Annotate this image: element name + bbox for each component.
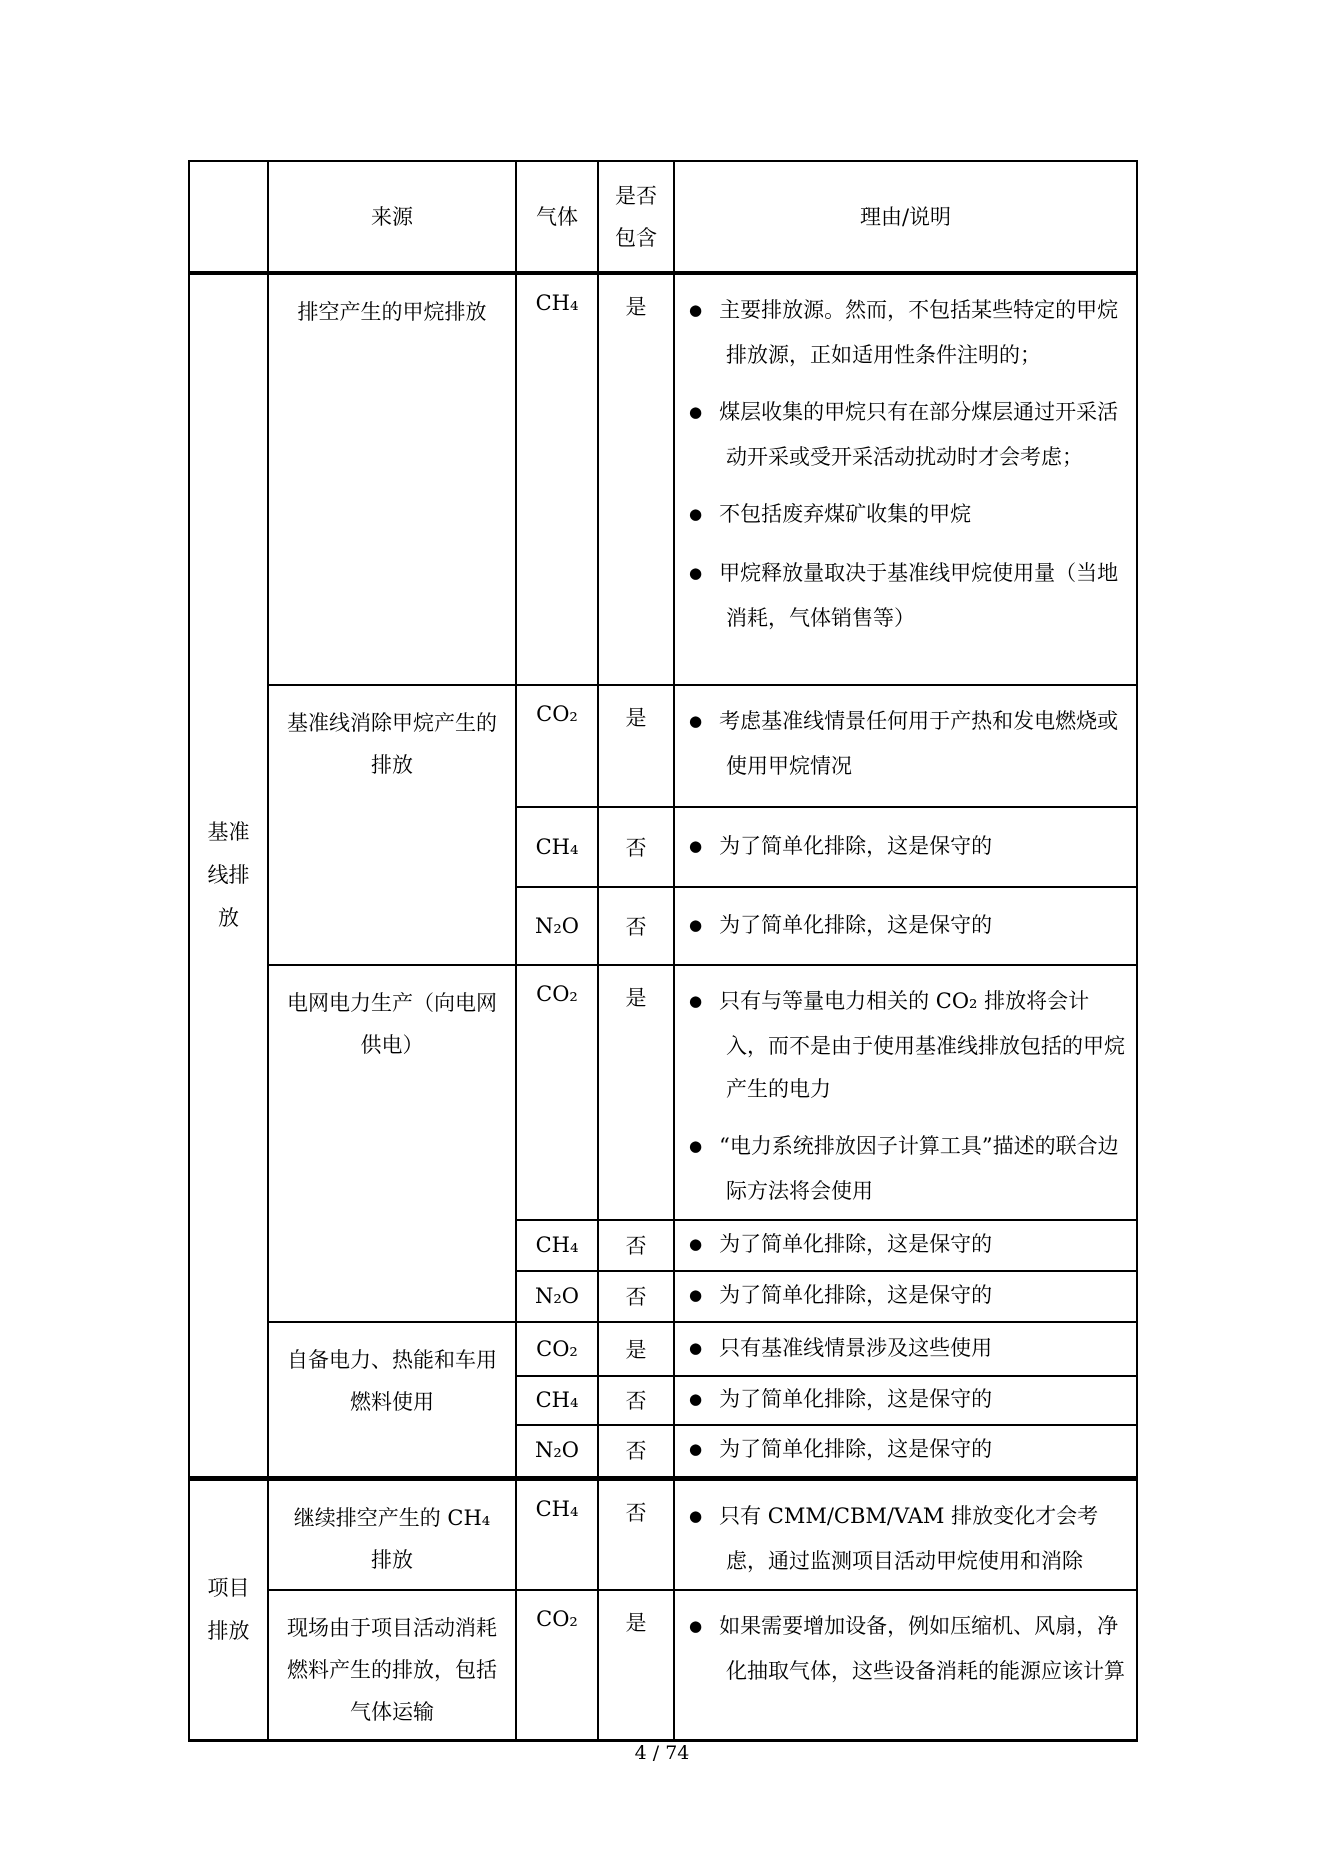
emissions-table (188, 160, 1138, 1742)
reason-cell (674, 1478, 1137, 1590)
reason-item: ● 如果需要增加设备，例如压缩机、风扇，净化抽取气体，这些设备消耗的能源应该计算 (689, 1605, 1126, 1693)
source-cell: 基准线消除甲烷产生的排放 (268, 685, 516, 965)
table-row (189, 1590, 1137, 1741)
reason-item: ● 为了简单化排除，这是保守的 (689, 1274, 1126, 1319)
gas-cell: CH₄ (516, 1220, 598, 1271)
reason-cell (674, 685, 1137, 807)
reason-item: ● 为了简单化排除，这是保守的 (689, 825, 1126, 870)
reason-cell (674, 807, 1137, 887)
included-cell: 否 (598, 1220, 674, 1271)
source-cell: 自备电力、热能和车用燃料使用 (268, 1322, 516, 1478)
reason-cell (674, 1220, 1137, 1271)
reason-item: ● 煤层收集的甲烷只有在部分煤层通过开采活动开采或受开采活动扰动时才会考虑； (689, 391, 1126, 479)
header-included: 是否包含 (598, 161, 674, 273)
gas-cell: CO₂ (516, 1322, 598, 1376)
included-cell: 否 (598, 1425, 674, 1478)
reason-cell (674, 965, 1137, 1220)
table-header-row (189, 161, 1137, 273)
reason-item: ● 主要排放源。然而，不包括某些特定的甲烷排放源，正如适用性条件注明的； (689, 289, 1126, 377)
reason-item: ● 只有 CMM/CBM/VAM 排放变化才会考虑，通过监测项目活动甲烷使用和消除 (689, 1495, 1126, 1583)
source-cell: 电网电力生产（向电网供电） (268, 965, 516, 1322)
gas-cell: N₂O (516, 887, 598, 965)
included-cell: 否 (598, 1376, 674, 1425)
reason-cell (674, 1322, 1137, 1376)
table-row (189, 685, 1137, 807)
source-cell: 现场由于项目活动消耗燃料产生的排放，包括气体运输 (268, 1590, 516, 1741)
included-cell: 否 (598, 887, 674, 965)
reason-cell (674, 1376, 1137, 1425)
header-reason: 理由/说明 (674, 161, 1137, 273)
gas-cell: CH₄ (516, 807, 598, 887)
reason-item: ● 为了简单化排除，这是保守的 (689, 904, 1126, 949)
reason-item: ● 只有基准线情景涉及这些使用 (689, 1327, 1126, 1372)
header-category-cell (189, 161, 268, 273)
reason-cell (674, 1271, 1137, 1322)
reason-cell (674, 273, 1137, 685)
table-row (189, 1478, 1137, 1590)
header-gas: 气体 (516, 161, 598, 273)
source-cell: 继续排空产生的 CH₄ 排放 (268, 1478, 516, 1590)
reason-item: ● 为了简单化排除，这是保守的 (689, 1428, 1126, 1473)
table-row (189, 273, 1137, 685)
category-cell-project: 项目排放 (189, 1478, 268, 1740)
table-row (189, 965, 1137, 1220)
table-row (189, 1322, 1137, 1376)
reason-item: ● 不包括废弃煤矿收集的甲烷 (689, 493, 1126, 538)
gas-cell: CH₄ (516, 1478, 598, 1590)
included-cell: 是 (598, 685, 674, 807)
included-cell: 否 (598, 807, 674, 887)
reason-item: ● 为了简单化排除，这是保守的 (689, 1378, 1126, 1423)
reason-item: ● 考虑基准线情景任何用于产热和发电燃烧或使用甲烷情况 (689, 700, 1126, 788)
gas-cell: N₂O (516, 1425, 598, 1478)
reason-item: ● “电力系统排放因子计算工具”描述的联合边际方法将会使用 (689, 1125, 1126, 1213)
reason-cell (674, 1590, 1137, 1741)
category-cell-baseline: 基准线排放 (189, 273, 268, 1478)
gas-cell: CO₂ (516, 685, 598, 807)
reason-item: ● 甲烷释放量取决于基准线甲烷使用量（当地消耗，气体销售等） (689, 552, 1126, 640)
reason-item: ● 只有与等量电力相关的 CO₂ 排放将会计入，而不是由于使用基准线排放包括的甲烷产生的电力 (689, 980, 1126, 1111)
page-number: 4 / 74 (634, 1742, 690, 1764)
reason-cell (674, 887, 1137, 965)
gas-cell: N₂O (516, 1271, 598, 1322)
included-cell: 是 (598, 1590, 674, 1741)
included-cell: 是 (598, 965, 674, 1220)
reason-cell (674, 1425, 1137, 1478)
gas-cell: CH₄ (516, 273, 598, 685)
reason-item: ● 为了简单化排除，这是保守的 (689, 1223, 1126, 1268)
included-cell: 是 (598, 273, 674, 685)
source-cell: 排空产生的甲烷排放 (268, 273, 516, 685)
gas-cell: CO₂ (516, 1590, 598, 1741)
included-cell: 是 (598, 1322, 674, 1376)
included-cell: 否 (598, 1478, 674, 1590)
header-source: 来源 (268, 161, 516, 273)
gas-cell: CH₄ (516, 1376, 598, 1425)
included-cell: 否 (598, 1271, 674, 1322)
gas-cell: CO₂ (516, 965, 598, 1220)
